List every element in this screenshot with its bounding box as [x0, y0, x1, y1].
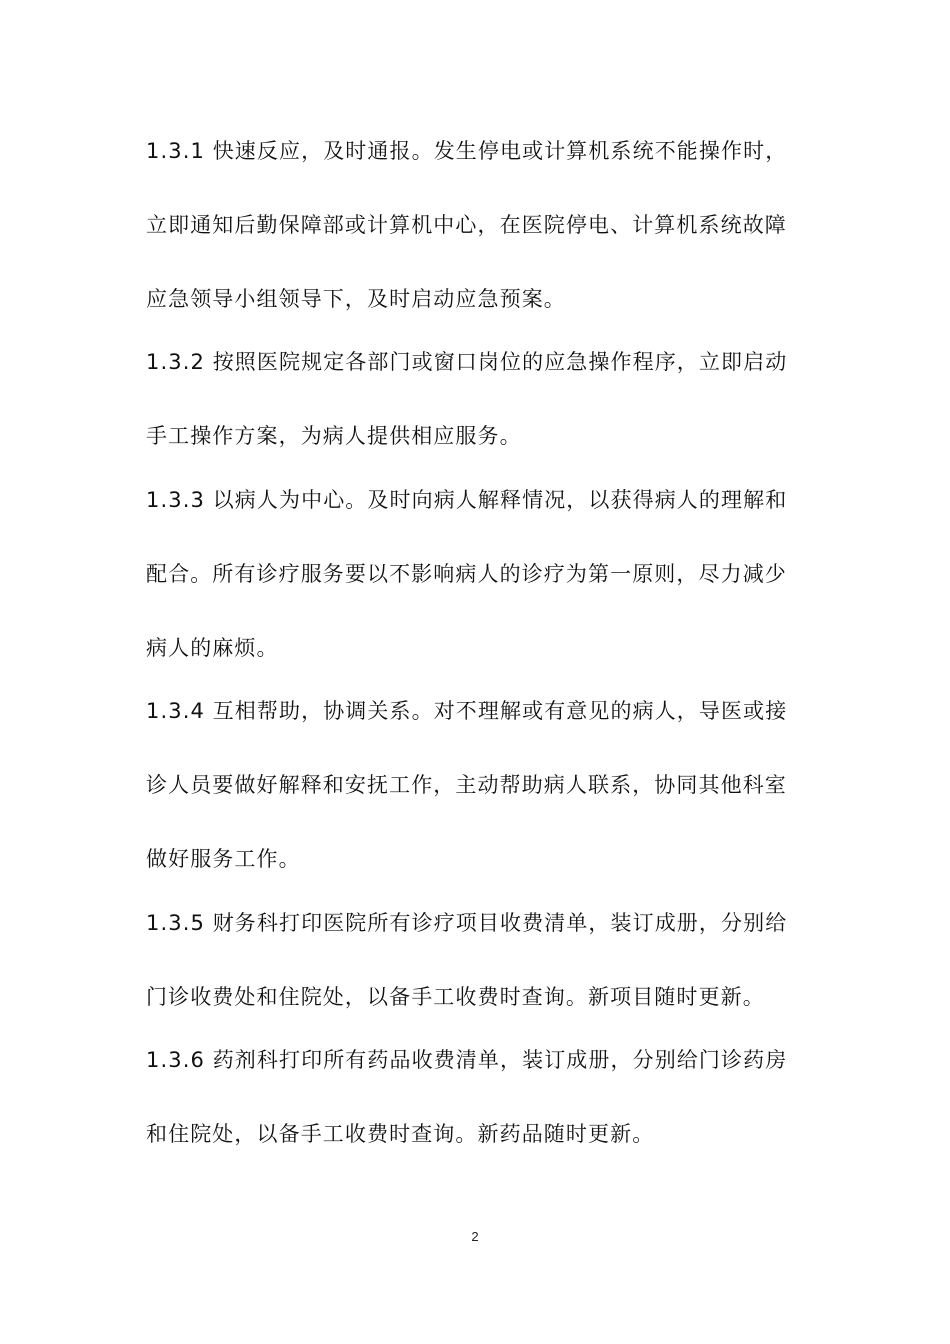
page-number: 2: [471, 1229, 479, 1244]
text-line: 1.3.6 药剂科打印所有药品收费清单，装订成册，分别给门诊药房: [146, 1048, 788, 1072]
text-line: 1.3.5 财务科打印医院所有诊疗项目收费清单，装订成册，分别给: [146, 911, 788, 935]
text-line: 立即通知后勤保障部或计算机中心，在医院停电、计算机系统故障: [146, 213, 787, 237]
text-line: 做好服务工作。: [146, 847, 301, 871]
text-line: 配合。所有诊疗服务要以不影响病人的诊疗为第一原则，尽力减少: [146, 562, 787, 586]
text-line: 诊人员要做好解释和安抚工作，主动帮助病人联系，协同其他科室: [146, 773, 787, 797]
text-line: 病人的麻烦。: [146, 636, 279, 660]
text-line: 门诊收费处和住院处，以备手工收费时查询。新项目随时更新。: [146, 985, 765, 1009]
text-line: 和住院处，以备手工收费时查询。新药品随时更新。: [146, 1122, 655, 1146]
text-line: 1.3.2 按照医院规定各部门或窗口岗位的应急操作程序，立即启动: [146, 350, 788, 374]
text-line: 1.3.4 互相帮助，协调关系。对不理解或有意见的病人，导医或接: [146, 699, 788, 723]
text-line: 1.3.1 快速反应，及时通报。发生停电或计算机系统不能操作时，: [146, 139, 788, 163]
text-line: 手工操作方案，为病人提供相应服务。: [146, 424, 522, 448]
text-line: 1.3.3 以病人为中心。及时向病人解释情况，以获得病人的理解和: [146, 488, 788, 512]
text-line: 应急领导小组领导下，及时启动应急预案。: [146, 287, 566, 311]
